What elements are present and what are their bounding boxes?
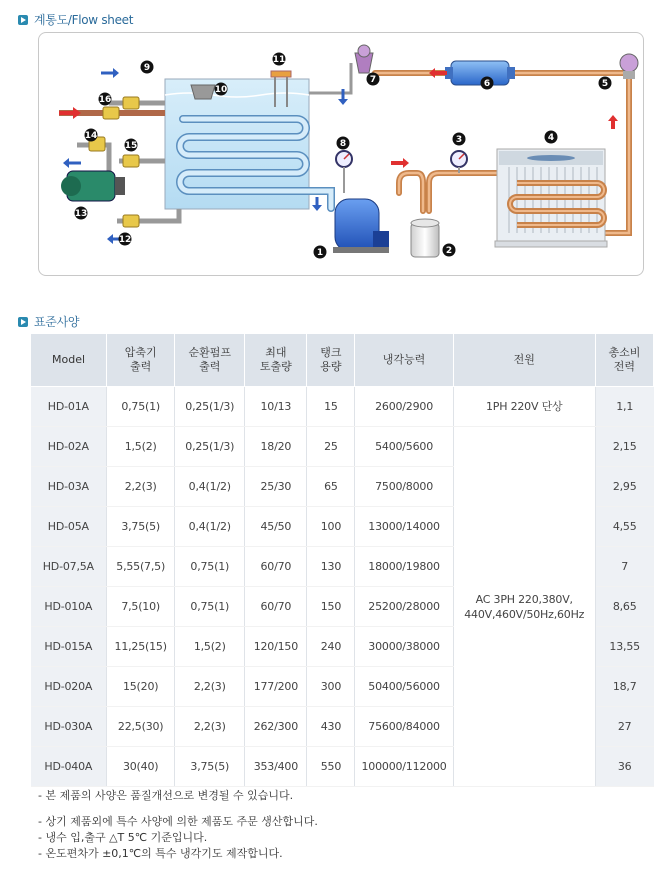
table-cell: 3,75(5): [175, 747, 245, 787]
float-switch: [191, 85, 215, 99]
table-cell: 550: [307, 747, 355, 787]
table-cell: 50400/56000: [355, 667, 453, 707]
total-power-cell: 7: [595, 547, 653, 587]
table-cell: 15(20): [107, 667, 175, 707]
flow-sheet-heading: [18, 11, 133, 28]
component-label-10: [215, 83, 228, 96]
column-header: 전원: [453, 334, 595, 387]
table-cell: 130: [307, 547, 355, 587]
table-cell: 0,25(1/3): [175, 387, 245, 427]
table-cell: 2,2(3): [175, 707, 245, 747]
model-cell: HD-040A: [31, 747, 107, 787]
svg-text:3: 3: [455, 135, 463, 145]
table-cell: 2,2(3): [175, 667, 245, 707]
table-cell: 0,25(1/3): [175, 427, 245, 467]
total-power-cell: 1,1: [595, 387, 653, 427]
table-cell: 25: [307, 427, 355, 467]
svg-text:13: 13: [74, 209, 88, 219]
accumulator: [411, 219, 439, 257]
table-cell: 2,2(3): [107, 467, 175, 507]
table-cell: 1,5(2): [107, 427, 175, 467]
table-cell: 7,5(10): [107, 587, 175, 627]
svg-text:5: 5: [601, 79, 609, 89]
component-label-7: [367, 73, 380, 86]
flow-sheet-title: 계통도/Flow sheet: [34, 13, 134, 27]
column-header: 순환펌프 출력: [175, 334, 245, 387]
spec-table-head: [31, 334, 654, 387]
table-cell: 7500/8000: [355, 467, 453, 507]
table-cell: 3,75(5): [107, 507, 175, 547]
column-header: 탱크 용량: [307, 334, 355, 387]
table-row: [31, 387, 654, 427]
table-cell: 262/300: [245, 707, 307, 747]
table-cell: 120/150: [245, 627, 307, 667]
note-item: - 본 제품의 사양은 품질개선으로 변경될 수 있습니다.: [38, 789, 294, 802]
table-cell: 150: [307, 587, 355, 627]
spec-title: 표준사양: [34, 315, 80, 329]
model-cell: HD-020A: [31, 667, 107, 707]
table-cell: 0,4(1/2): [175, 507, 245, 547]
table-cell: 13000/14000: [355, 507, 453, 547]
table-cell: 60/70: [245, 587, 307, 627]
note-item: - 냉수 입,출구 △T 5℃ 기준입니다.: [38, 831, 208, 844]
table-cell: 100000/112000: [355, 747, 453, 787]
section-bullet-icon: [18, 317, 28, 327]
model-cell: HD-05A: [31, 507, 107, 547]
table-cell: 11,25(15): [107, 627, 175, 667]
table-cell: 30(40): [107, 747, 175, 787]
table-cell: 22,5(30): [107, 707, 175, 747]
table-cell: 0,75(1): [175, 587, 245, 627]
svg-text:8: 8: [339, 139, 347, 149]
component-label-5: [599, 77, 612, 90]
total-power-cell: 2,15: [595, 427, 653, 467]
svg-text:7: 7: [369, 75, 377, 85]
svg-text:16: 16: [98, 95, 112, 105]
component-label-1: [314, 246, 327, 259]
total-power-cell: 2,95: [595, 467, 653, 507]
column-header: 냉각능력: [355, 334, 453, 387]
table-cell: 0,4(1/2): [175, 467, 245, 507]
table-cell: 25/30: [245, 467, 307, 507]
column-header: 압축기 출력: [107, 334, 175, 387]
table-cell: 45/50: [245, 507, 307, 547]
component-label-9: [141, 61, 154, 74]
power-cell-single-phase: 1PH 220V 단상: [453, 387, 595, 427]
component-label-6: [481, 77, 494, 90]
total-power-cell: 4,55: [595, 507, 653, 547]
pressure-gauge-discharge: [451, 151, 467, 173]
component-label-14: [85, 129, 98, 142]
table-cell: 100: [307, 507, 355, 547]
notes: [38, 788, 318, 862]
flow-diagram: [38, 32, 644, 276]
svg-text:6: 6: [483, 79, 491, 89]
total-power-cell: 18,7: [595, 667, 653, 707]
component-label-15: [125, 139, 138, 152]
svg-text:12: 12: [118, 235, 132, 245]
svg-text:9: 9: [143, 63, 151, 73]
condenser: [495, 149, 607, 247]
column-header: 최대 토출량: [245, 334, 307, 387]
model-cell: HD-015A: [31, 627, 107, 667]
component-label-16: [99, 93, 112, 106]
spec-table: [30, 333, 654, 787]
table-cell: 353/400: [245, 747, 307, 787]
table-row: [31, 427, 654, 467]
spec-heading: [18, 313, 79, 330]
component-label-3: [453, 133, 466, 146]
component-label-8: [337, 137, 350, 150]
pump-motor: [61, 171, 125, 201]
svg-text:11: 11: [272, 55, 286, 65]
model-cell: HD-010A: [31, 587, 107, 627]
total-power-cell: 27: [595, 707, 653, 747]
model-cell: HD-01A: [31, 387, 107, 427]
section-bullet-icon: [18, 15, 28, 25]
expansion-valve: [355, 45, 373, 73]
power-cell-three-phase: AC 3PH 220,380V, 440V,460V/50Hz,60Hz: [453, 427, 595, 787]
total-power-cell: 13,55: [595, 627, 653, 667]
table-cell: 240: [307, 627, 355, 667]
component-label-13: [75, 207, 88, 220]
component-label-12: [119, 233, 132, 246]
compressor: [333, 199, 389, 253]
column-header: 총소비 전력: [595, 334, 653, 387]
spec-table-body: [31, 387, 654, 787]
table-cell: 25200/28000: [355, 587, 453, 627]
total-power-cell: 36: [595, 747, 653, 787]
total-power-cell: 8,65: [595, 587, 653, 627]
table-cell: 30000/38000: [355, 627, 453, 667]
table-cell: 65: [307, 467, 355, 507]
pressure-gauge-suction: [336, 151, 352, 193]
table-cell: 177/200: [245, 667, 307, 707]
table-cell: 0,75(1): [175, 547, 245, 587]
column-header: Model: [31, 334, 107, 387]
receiver-drier: [445, 61, 515, 85]
table-cell: 75600/84000: [355, 707, 453, 747]
table-cell: 300: [307, 667, 355, 707]
header-row: [31, 334, 654, 387]
table-cell: 18/20: [245, 427, 307, 467]
svg-text:4: 4: [547, 133, 555, 143]
model-cell: HD-03A: [31, 467, 107, 507]
model-cell: HD-07,5A: [31, 547, 107, 587]
svg-text:2: 2: [445, 246, 453, 256]
table-cell: 5,55(7,5): [107, 547, 175, 587]
model-cell: HD-02A: [31, 427, 107, 467]
component-label-11: [273, 53, 286, 66]
note-item: - 온도편차가 ±0,1℃의 특수 냉각기도 제작합니다.: [38, 847, 283, 860]
table-cell: 15: [307, 387, 355, 427]
ball-valves: [89, 97, 139, 227]
table-cell: 60/70: [245, 547, 307, 587]
table-cell: 10/13: [245, 387, 307, 427]
table-cell: 5400/5600: [355, 427, 453, 467]
flow-diagram-drawing: [39, 33, 643, 275]
table-cell: 1,5(2): [175, 627, 245, 667]
svg-text:1: 1: [316, 248, 324, 258]
svg-text:10: 10: [214, 85, 228, 95]
table-cell: 430: [307, 707, 355, 747]
table-cell: 18000/19800: [355, 547, 453, 587]
model-cell: HD-030A: [31, 707, 107, 747]
svg-text:15: 15: [124, 141, 138, 151]
table-cell: 2600/2900: [355, 387, 453, 427]
table-cell: 0,75(1): [107, 387, 175, 427]
component-label-2: [443, 244, 456, 257]
component-label-4: [545, 131, 558, 144]
svg-text:14: 14: [84, 131, 98, 141]
note-item: - 상기 제품외에 특수 사양에 의한 제품도 주문 생산합니다.: [38, 815, 318, 828]
